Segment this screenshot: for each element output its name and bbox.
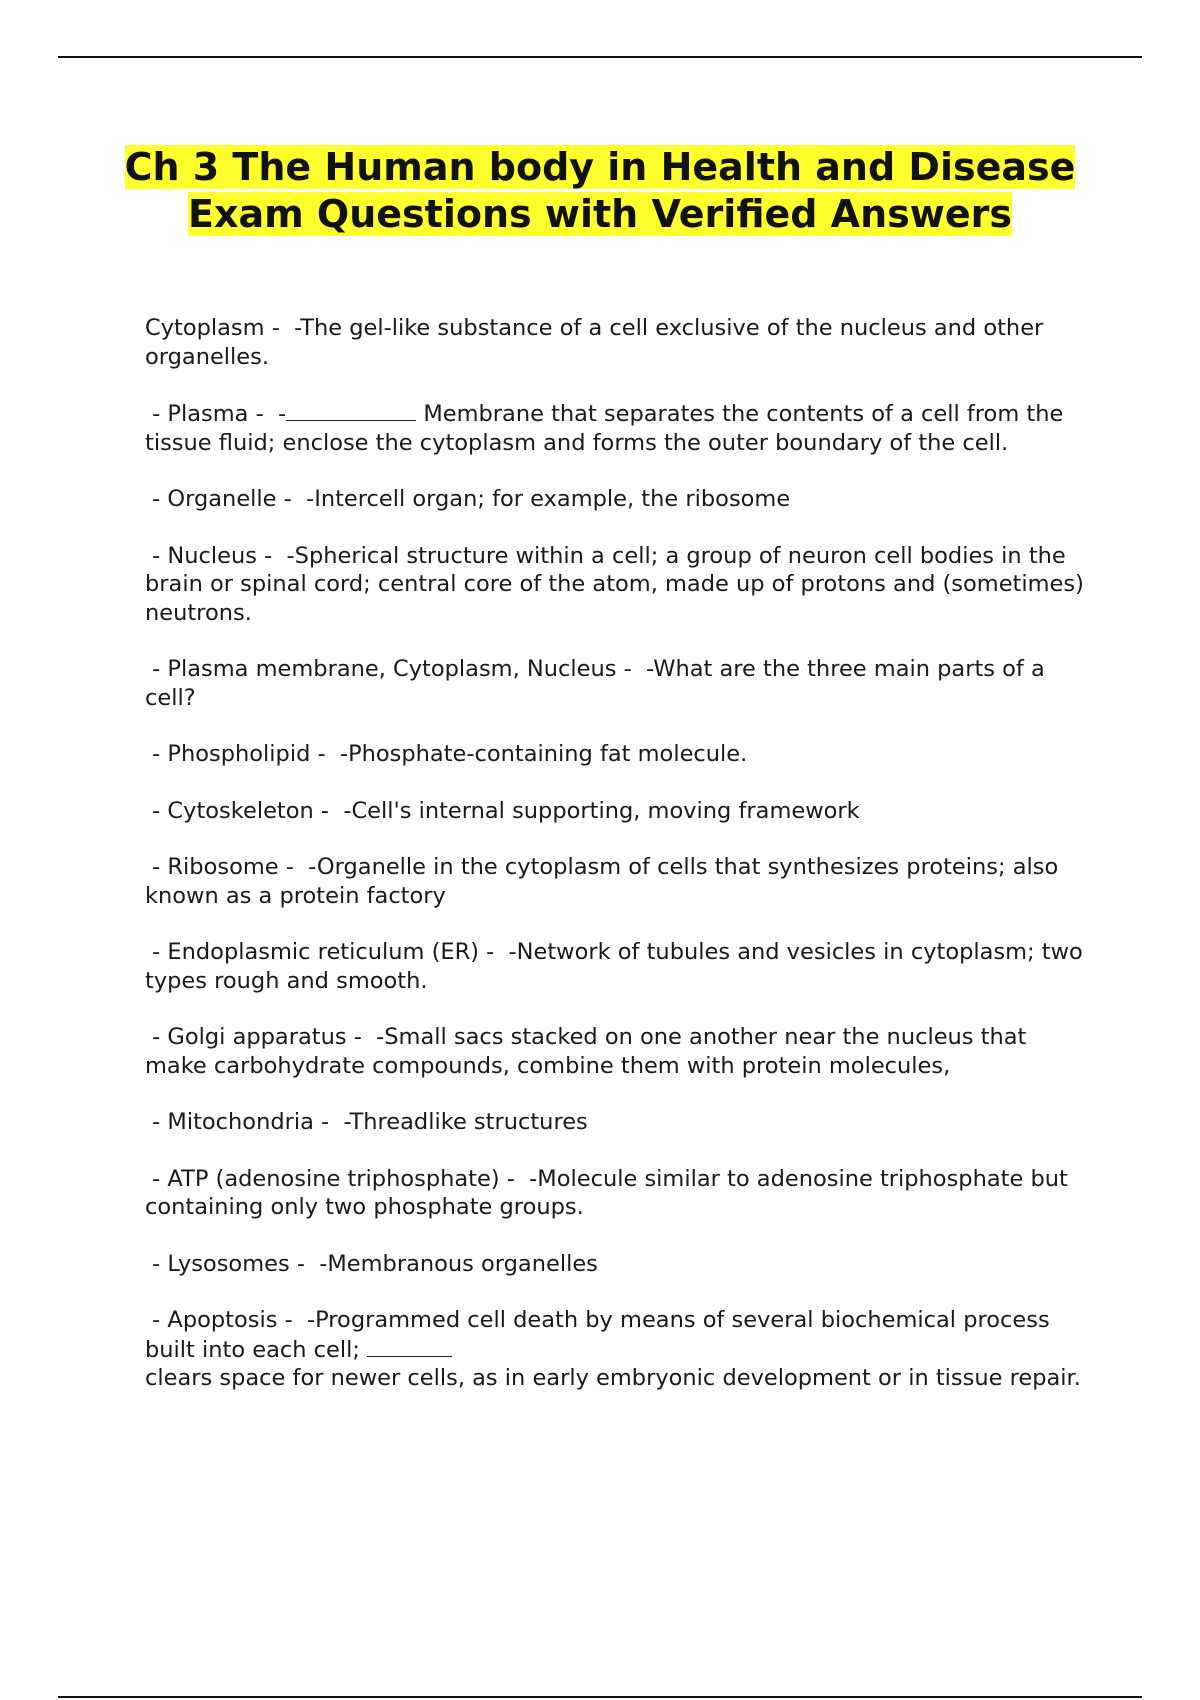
qa-entry-ribosome: - Ribosome - -Organelle in the cytoplasm of cells that synthesizes proteins; also known as a protein factory [145,854,1066,909]
title-highlight: Ch 3 The Human body in Health and Disease Exam Questions with Verified Answers [124,145,1076,236]
header-rule [58,56,1142,58]
qa-entry-apoptosis [145,1306,1085,1393]
qa-entry-lysosomes: - Lysosomes - -Membranous organelles [145,1250,598,1277]
qa-entry-phospholipid: - Phospholipid - -Phosphate-containing fat molecule. [145,741,748,767]
qa-entry-plasma [145,399,1085,457]
qa-list [145,314,1092,1421]
qa-entry-organelle: - Organelle - -Intercell organ; for example, the ribosome [145,486,791,512]
qa-entry-apoptosis-term: - Apoptosis - -Programmed cell death by means of several biochemical process built into each cell; [145,1307,1057,1363]
qa-entry-cell-parts: - Plasma membrane, Cytoplasm, Nucleus - -What are the three main parts of a cell? [145,656,1052,711]
qa-entry-plasma-definition: Membrane that separates the contents of a cell from the tissue fluid; enclose the cytoplasm and forms the outer boundary of the cell. [145,401,1071,456]
footer-rule [58,1696,1142,1698]
qa-entry-mitochondria: - Mitochondria - -Threadlike structures [145,1109,588,1135]
qa-entry-cytoskeleton: - Cytoskeleton - -Cell's internal supporting, moving framework [145,797,860,824]
qa-entry-plasma-term: - Plasma - - [145,401,287,427]
fill-in-blank [286,399,416,421]
qa-entry-nucleus: - Nucleus - -Spherical structure within a cell; a group of neuron cell bodies in the brain or spinal cord; central core of the atom, made up of protons and (sometimes) neutrons. [145,542,1092,626]
fill-in-blank [367,1335,452,1357]
document-title [120,144,1080,238]
qa-entry-cytoplasm: Cytoplasm - -The gel-like substance of a cell exclusive of the nucleus and other organelles. [145,315,1051,370]
qa-entry-apoptosis-definition: clears space for newer cells, as in early embryonic development or in tissue repair. [145,1365,1081,1391]
qa-entry-atp: - ATP (adenosine triphosphate) - -Molecule similar to adenosine triphosphate but containing only two phosphate groups. [145,1165,1075,1220]
qa-entry-endoplasmic-reticulum: - Endoplasmic reticulum (ER) - -Network of tubules and vesicles in cytoplasm; two types rough and smooth. [145,939,1090,994]
qa-entry-golgi-apparatus: - Golgi apparatus - -Small sacs stacked on one another near the nucleus that make carbohydrate compounds, combine them with protein molecules, [145,1024,1034,1079]
